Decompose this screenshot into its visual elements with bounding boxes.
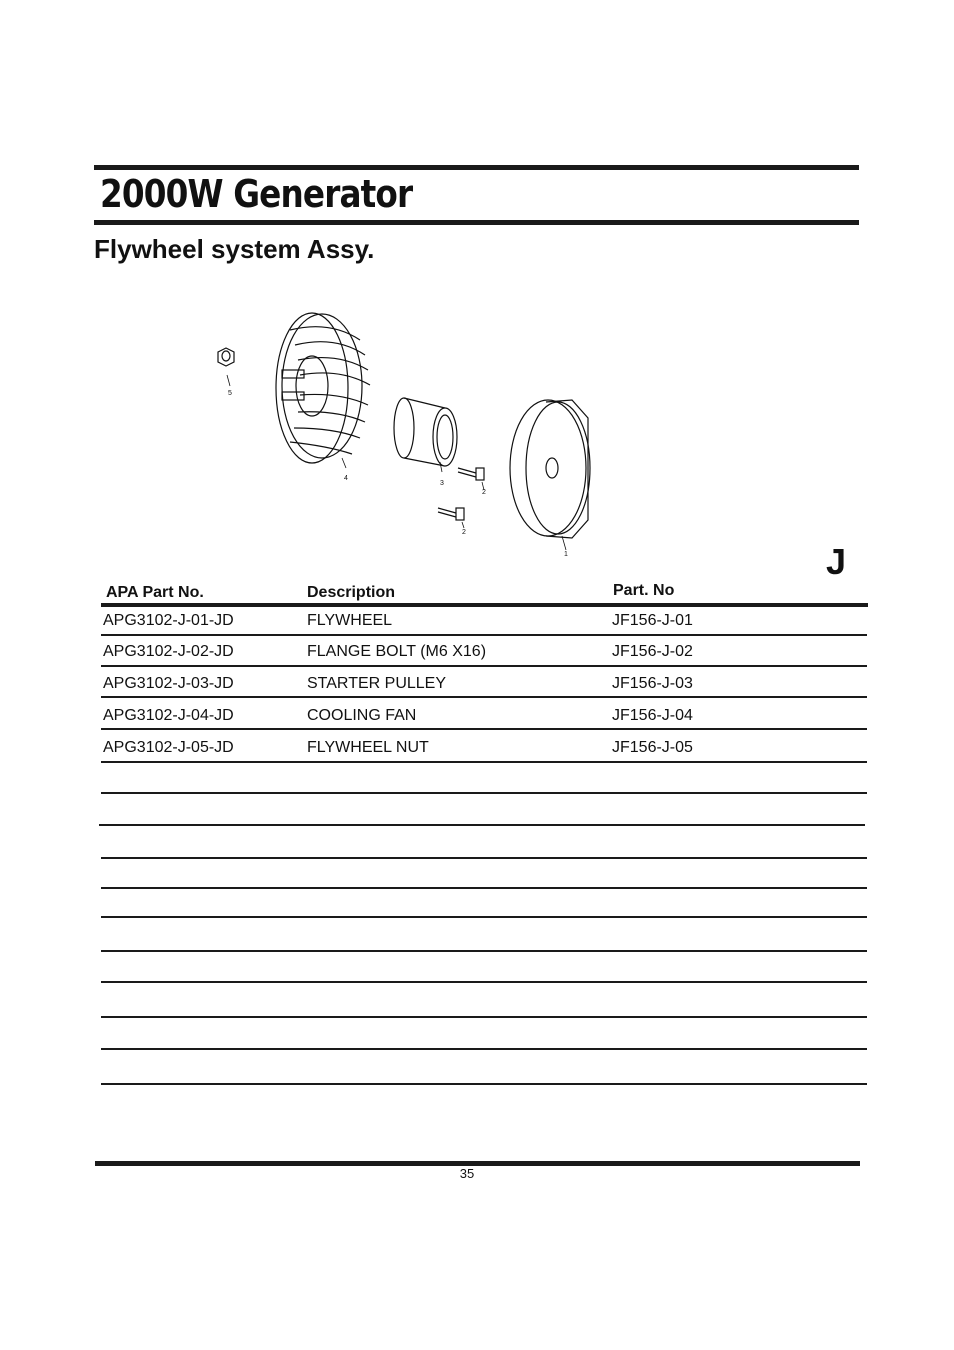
title-rule-bottom: [94, 220, 859, 225]
table-row-rule: [101, 634, 867, 636]
callout-1: 1: [564, 551, 568, 558]
apa-part-number: APG3102-J-04-JD: [103, 707, 234, 724]
section-subtitle: Flywheel system Assy.: [94, 234, 375, 264]
part-number: JF156-J-01: [612, 612, 693, 629]
empty-row-rule: [101, 1083, 867, 1085]
empty-row-rule: [101, 1016, 867, 1018]
flywheel-drawing: [510, 400, 590, 550]
part-number: JF156-J-02: [612, 643, 693, 660]
column-header-apa-part-no: APA Part No.: [106, 584, 204, 601]
empty-row-rule: [101, 981, 867, 983]
flywheel-nut-drawing: [218, 348, 234, 386]
apa-part-number: APG3102-J-01-JD: [103, 612, 234, 629]
part-description: STARTER PULLEY: [307, 675, 447, 692]
callout-4: 4: [344, 475, 348, 482]
flange-bolt-drawing-b: [438, 508, 464, 528]
part-description: COOLING FAN: [307, 707, 417, 724]
part-number: JF156-J-05: [612, 739, 693, 756]
part-description: FLYWHEEL: [307, 612, 393, 629]
empty-row-rule: [101, 792, 867, 794]
cooling-fan-drawing: [276, 313, 370, 468]
flywheel-exploded-diagram: [200, 300, 620, 570]
empty-row-rule: [101, 887, 867, 889]
empty-row-rule: [99, 824, 865, 826]
column-header-part-no: Part. No: [613, 582, 675, 599]
title-rule-top: [94, 165, 859, 170]
callout-5: 5: [228, 390, 232, 397]
flange-bolt-drawing-a: [458, 468, 484, 490]
page-title: 2000W Generator: [100, 172, 413, 216]
section-letter: J: [826, 541, 847, 582]
callout-2a: 2: [482, 489, 486, 496]
empty-row-rule: [101, 950, 867, 952]
table-row-rule: [101, 665, 867, 667]
table-header-rule: [101, 603, 868, 607]
callout-3: 3: [440, 480, 444, 487]
part-description: FLANGE BOLT (M6 X16): [307, 643, 487, 660]
table-row-rule: [101, 761, 867, 763]
apa-part-number: APG3102-J-05-JD: [103, 739, 234, 756]
apa-part-number: APG3102-J-02-JD: [103, 643, 234, 660]
part-number: JF156-J-03: [612, 675, 693, 692]
table-row-rule: [101, 696, 867, 698]
starter-pulley-drawing: [394, 398, 457, 472]
part-number: JF156-J-04: [612, 707, 693, 724]
apa-part-number: APG3102-J-03-JD: [103, 675, 234, 692]
empty-row-rule: [101, 1048, 867, 1050]
column-header-description: Description: [307, 584, 396, 601]
part-description: FLYWHEEL NUT: [307, 739, 429, 756]
empty-row-rule: [101, 857, 867, 859]
page-number: 35: [459, 1166, 475, 1181]
empty-row-rule: [101, 916, 867, 918]
callout-2b: 2: [462, 529, 466, 536]
table-row-rule: [101, 728, 867, 730]
